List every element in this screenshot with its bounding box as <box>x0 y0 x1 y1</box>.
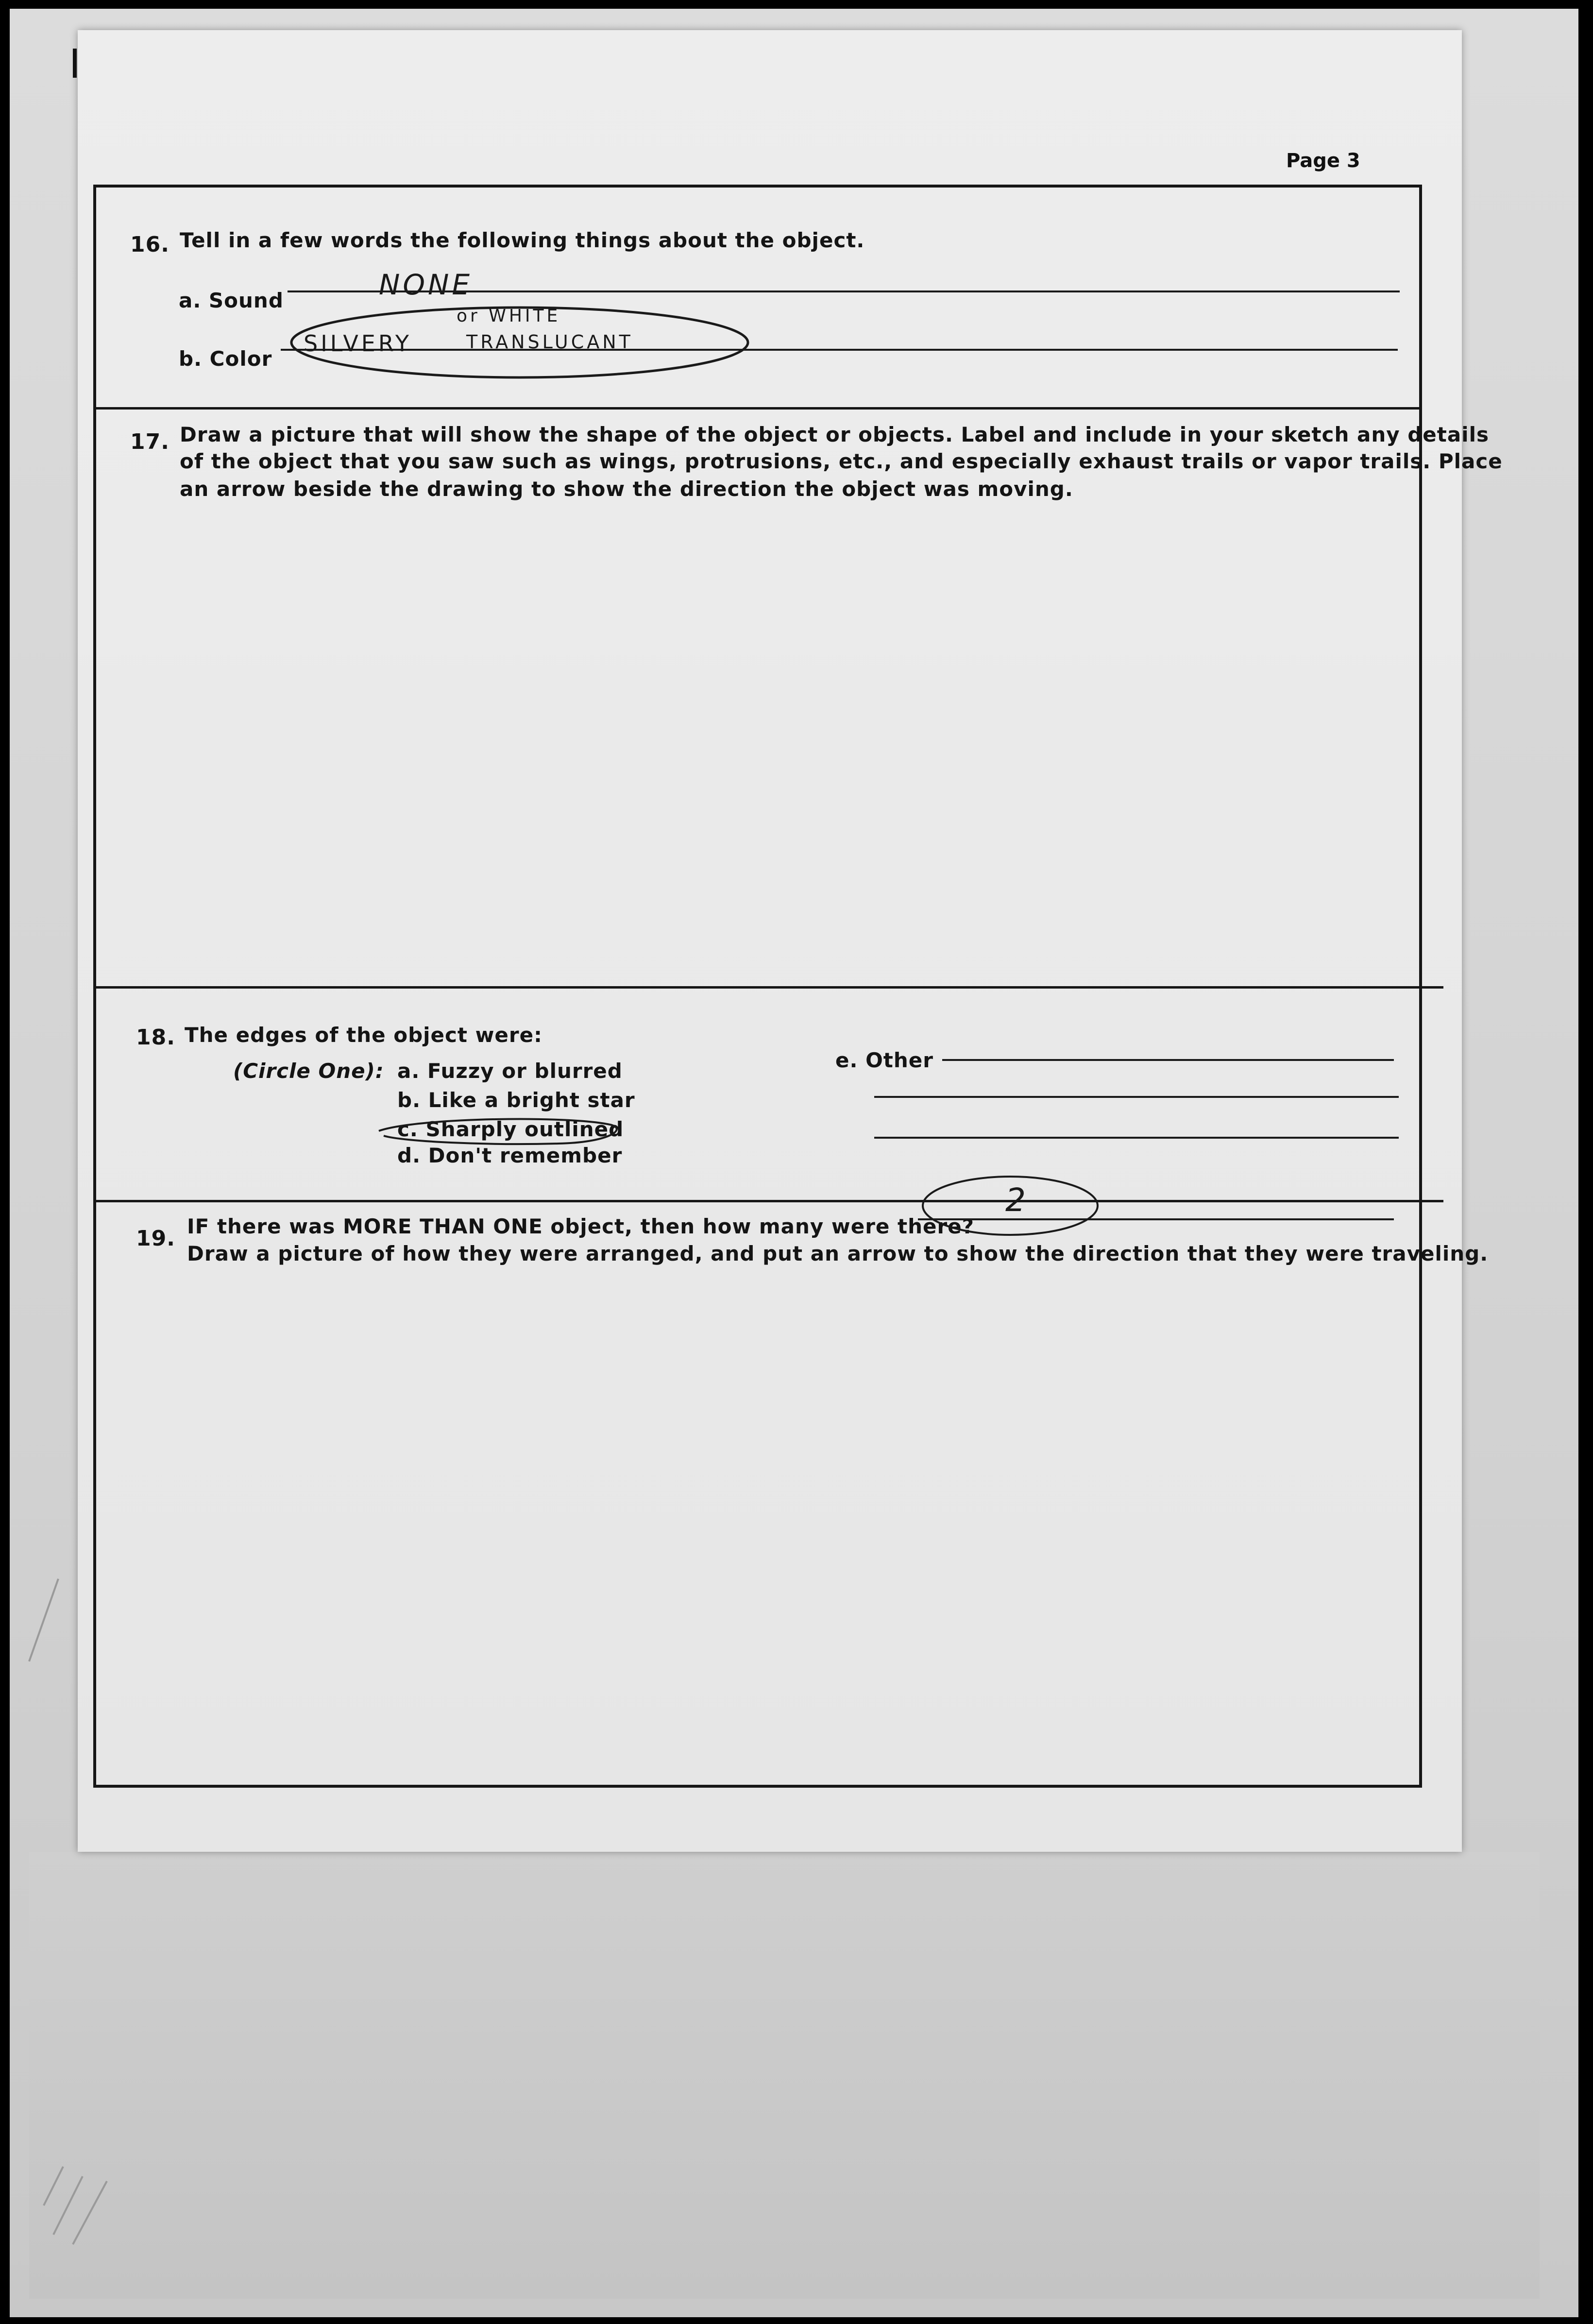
q18-option-d: d. Don't remember <box>397 1144 623 1167</box>
q17-line-2: of the object that you saw such as wings, protrusions, etc., and especially exhaust trails or vapor trails. Place <box>180 449 1503 473</box>
q18-prompt: The edges of the object were: <box>185 1023 542 1047</box>
film-edge-mark <box>73 49 77 78</box>
q18-number: 18. <box>136 1025 175 1050</box>
q16-color-line <box>281 349 1398 351</box>
q18-other-label: e. Other <box>835 1048 933 1072</box>
q19-number: 19. <box>136 1226 175 1251</box>
q19-line-2: Draw a picture of how they were arranged, and put an arrow to show the direction that they were traveling. <box>187 1242 1489 1265</box>
q16-color-label: b. Color <box>179 347 272 371</box>
q18-option-b: b. Like a bright star <box>397 1088 635 1112</box>
q17-line-1: Draw a picture that will show the shape of the object or objects. Label and include in your sketch any details <box>180 423 1489 446</box>
q17-number: 17. <box>130 429 169 454</box>
q18-option-c: c. Sharply outlined <box>397 1117 624 1141</box>
q16-color-answer-2: TRANSLUCANT <box>466 331 633 353</box>
q16-sound-label: a. Sound <box>179 289 284 312</box>
q18-option-a: a. Fuzzy or blurred <box>397 1059 623 1083</box>
background-sheet <box>29 1852 1540 2299</box>
q18-other-line-3 <box>874 1137 1399 1139</box>
q16-color-answer: SILVERY <box>304 330 412 357</box>
divider-16-17 <box>93 407 1422 410</box>
q16-prompt: Tell in a few words the following things about the object. <box>180 228 865 252</box>
q19-line-1: IF there was MORE THAN ONE object, then how many were there? <box>187 1214 975 1238</box>
divider-17-18 <box>93 986 1443 989</box>
q18-other-line-1 <box>942 1059 1394 1061</box>
q19-answer-line <box>918 1218 1394 1220</box>
q16-color-answer-alt: or WHITE <box>457 306 561 326</box>
q18-other-line-2 <box>874 1096 1399 1098</box>
q19-answer: 2 <box>1005 1181 1029 1219</box>
q18-circle-one: (Circle One): <box>233 1059 384 1083</box>
divider-18-19 <box>93 1200 1443 1202</box>
q16-number: 16. <box>130 232 169 257</box>
q16-sound-answer: NONE <box>379 268 473 301</box>
page-number: Page 3 <box>1286 150 1360 172</box>
q17-line-3: an arrow beside the drawing to show the direction the object was moving. <box>180 477 1073 501</box>
